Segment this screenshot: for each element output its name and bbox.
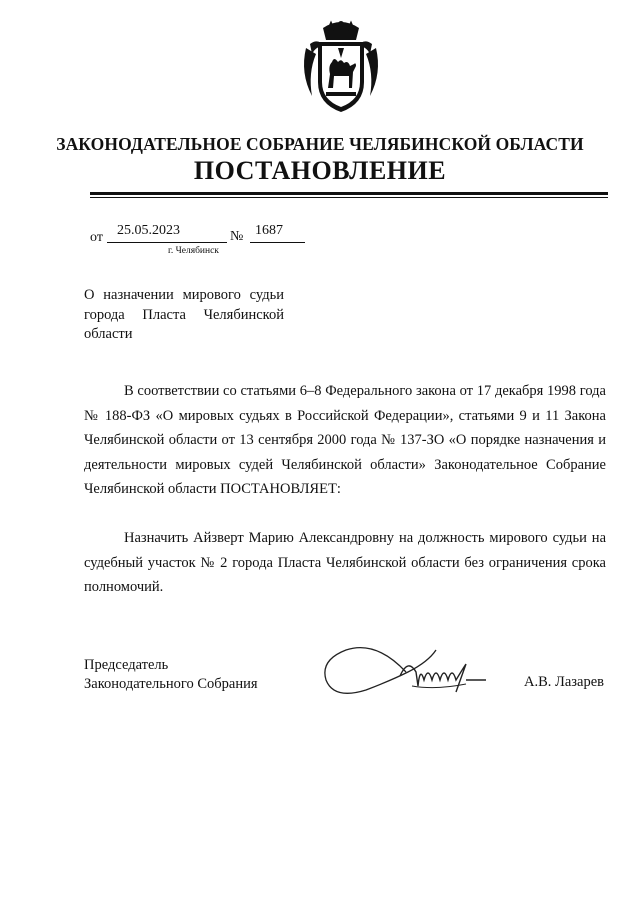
signatory-position-line1: Председатель xyxy=(84,657,169,673)
number-prefix: № xyxy=(230,229,244,244)
document-date: 25.05.2023 xyxy=(117,223,180,238)
city-label: г. Челябинск xyxy=(168,246,219,256)
handwritten-signature-icon xyxy=(316,636,492,706)
organization-title: ЗАКОНОДАТЕЛЬНОЕ СОБРАНИЕ ЧЕЛЯБИНСКОЙ ОБЛАСТИ xyxy=(56,134,584,154)
body-paragraph-1: В соответствии со статьями 6–8 Федерального закона от 17 декабря 1998 года № 188-ФЗ «О мировых судьях в Российской Федерации», статьями 9 и 11 Закона Челябинской области от 13 сентября 2000 года № 137-ЗО «О порядке назначения и деятельности мировых судей Челябинской области» Законодательное Собрание Челябинской области ПОСТАНОВЛЯЕТ: xyxy=(84,383,606,497)
document-type-title: ПОСТАНОВЛЕНИЕ xyxy=(193,156,447,185)
document-subject: О назначении мирового судьи города Пласта Челябинской области xyxy=(84,287,284,342)
date-prefix: от xyxy=(90,230,103,245)
coat-of-arms-icon xyxy=(298,18,384,116)
header-rule-thick xyxy=(90,192,608,195)
document-number: 1687 xyxy=(255,223,283,238)
signatory-position xyxy=(84,656,258,693)
signatory-position-line2: Законодательного Собрания xyxy=(84,675,258,692)
date-underline xyxy=(107,242,227,243)
signatory-name: А.В. Лазарев xyxy=(524,674,604,690)
header-rule-thin xyxy=(90,197,608,198)
body-paragraph-2: Назначить Айзверт Марию Александровну на должность мирового судьи на судебный участок № 2 города Пласта Челябинской области без ограничения срока полномочий. xyxy=(84,530,606,595)
number-underline xyxy=(250,242,305,243)
